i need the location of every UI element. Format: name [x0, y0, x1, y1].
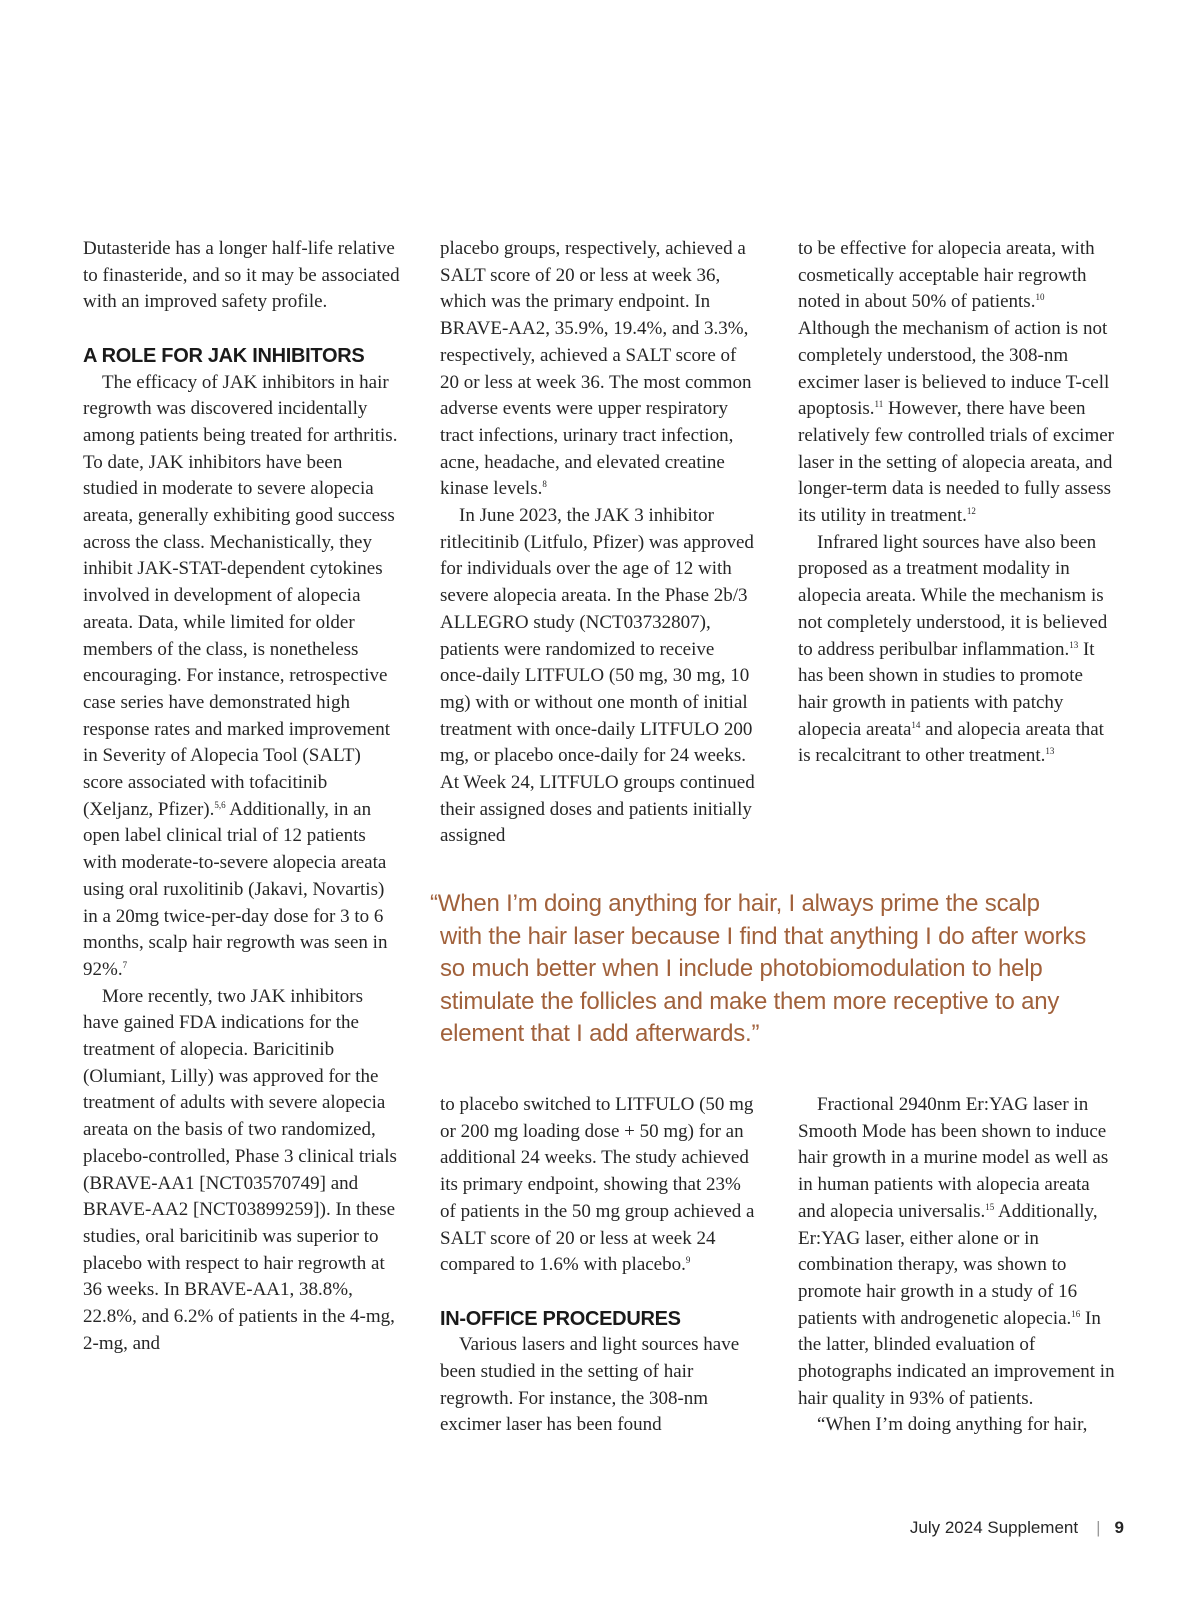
paragraph-text: placebo groups, respectively, achieved a SALT score of 20 or less at week 36, which was the primary endpoint. In BRAVE-AA2, 35.9%, 19.4%, and 3.3%, respectively, achieved a SALT score of 20 or less at week 36. The most common adverse events were upper respiratory tract infections, urinary tract infection, acne, headache, and elevated creatine kinase levels. [440, 238, 752, 500]
column-3-bottom [798, 1092, 1116, 1439]
column-2-top [440, 236, 758, 850]
reference-marker: 14 [911, 719, 921, 730]
paragraph-text: However, there have been relatively few controlled trials of excimer laser in the setting of alopecia areata, and longer-term data is needed to fully assess its utility in treatment. [798, 398, 1115, 527]
reference-marker: 12 [966, 506, 976, 517]
column-1 [83, 236, 401, 1358]
reference-marker: 13 [1045, 746, 1055, 757]
paragraph [83, 370, 401, 984]
pull-quote-line: so much better when I include photobiomodulation to help [440, 955, 1043, 982]
pull-quote-line: element that I add afterwards.” [440, 1020, 760, 1047]
paragraph [798, 236, 1116, 530]
paragraph-text: Fractional 2940nm Er:YAG laser in Smooth Mode has been shown to induce hair growth in a murine model as well as in human patients with alopecia areata and alopecia universalis. [798, 1094, 1109, 1222]
reference-marker: 10 [1035, 292, 1045, 303]
pull-quote-line: “When I’m doing anything for hair, I always prime the scalp [430, 890, 1040, 917]
page-footer [910, 1518, 1124, 1538]
paragraph-text: In the latter, blinded evaluation of photographs indicated an improvement in hair quality in 93% of patients. [798, 1307, 1115, 1409]
paragraph-text: to be effective for alopecia areata, with cosmetically acceptable hair regrowth noted in about 50% of patients. [798, 238, 1095, 313]
reference-marker: 8 [542, 479, 547, 490]
reference-marker: 15 [985, 1201, 995, 1212]
paragraph [440, 1092, 758, 1279]
column-2-bottom [440, 1092, 758, 1439]
paragraph-text: and alopecia areata that is recalcitrant to other treatment. [798, 718, 1104, 767]
footer-separator: | [1096, 1518, 1101, 1537]
reference-marker: 5,6 [214, 799, 226, 810]
paragraph: In June 2023, the JAK 3 inhibitor ritlecitinib (Litfulo, Pfizer) was approved for individuals over the age of 12 with severe alopecia areata. In the Phase 2b/3 ALLEGRO study (NCT03732807), patients were randomized to receive once-daily LITFULO (50 mg, 30 mg, 10 mg) with or without one month of initial treatment with once-daily LITFULO 200 mg, or placebo once-daily for 24 weeks. At Week 24, LITFULO groups continued their assigned doses and patients initially assigned [440, 505, 755, 847]
column-3-top [798, 236, 1116, 770]
publication-label: July 2024 Supplement [909, 1518, 1079, 1537]
reference-marker: 16 [1071, 1308, 1081, 1319]
reference-marker: 7 [122, 959, 128, 970]
section-heading-in-office-procedures: IN-OFFICE PROCEDURES [440, 1307, 681, 1330]
paragraph [440, 236, 758, 503]
paragraph-text: Although the mechanism of action is not completely understood, the 308-nm excimer laser is believed to induce T-cell apoptosis. [798, 318, 1110, 420]
paragraph-text: Additionally, in an open label clinical trial of 12 patients with moderate-to-severe alopecia areata using oral ruxolitinib (Jakavi, Novartis) in a 20mg twice-per-day dose for 3 to 6 months, scalp hair regrowth was seen in 92%. [83, 798, 388, 980]
paragraph-text: to placebo switched to LITFULO (50 mg or 200 mg loading dose + 50 mg) for an additional 24 weeks. The study achieved its primary endpoint, showing that 23% of patients in the 50 mg group achieved a SALT score of 20 or less at week 24 compared to 1.6% with placebo. [440, 1094, 755, 1276]
reference-marker: 11 [874, 399, 884, 410]
paragraph-text: Infrared light sources have also been proposed as a treatment modality in alopecia areata. While the mechanism is not completely understood, it is believed to address peribulbar inflammation. [798, 531, 1108, 660]
pull-quote-line: stimulate the follicles and make them more receptive to any [440, 987, 1060, 1015]
section-heading-jak-inhibitors: A ROLE FOR JAK INHIBITORS [83, 344, 365, 367]
paragraph-text: The efficacy of JAK inhibitors in hair regrowth was discovered incidentally among patients being treated for arthritis. To date, JAK inhibitors have been studied in moderate to severe alopecia areata, generally exhibiting good success across the class. Mechanistically, they inhibit JAK-STAT-dependent cytokines involved in development of alopecia areata. Data, while limited for older members of the class, is nonetheless encouraging. For instance, retrospective case series have demonstrated high response rates and marked improvement in Severity of Alopecia Tool (SALT) score associated with tofacitinib (Xeljanz, Pfizer). [83, 371, 398, 820]
pull-quote [430, 888, 1120, 1051]
paragraph-text: It has been shown in studies to promote hair growth in patients with patchy alopecia areata [798, 638, 1095, 740]
paragraph [798, 530, 1116, 770]
pull-quote-line: with the hair laser because I find that anything I do after works [440, 922, 1087, 950]
paragraph: More recently, two JAK inhibitors have gained FDA indications for the treatment of alopecia. Baricitinib (Olumiant, Lilly) was approved for the treatment of adults with severe alopecia areata on the basis of two randomized, placebo-controlled, Phase 3 clinical trials (BRAVE-AA1 [NCT03570749] and BRAVE-AA2 [NCT03899259]). In these studies, oral baricitinib was superior to placebo with respect to hair regrowth at 36 weeks. In BRAVE-AA1, 38.8%, 22.8%, and 6.2% of patients in the 4-mg, 2-mg, and [83, 985, 397, 1354]
page-number: 9 [1114, 1518, 1124, 1537]
paragraph: Dutasteride has a longer half-life relative to finasteride, and so it may be associated with an improved safety profile. [83, 238, 400, 313]
paragraph-text: Additionally, Er:YAG laser, either alone or in combination therapy, was shown to promote hair growth in a study of 16 patients with androgenetic alopecia. [798, 1200, 1098, 1329]
reference-marker: 9 [685, 1255, 691, 1266]
reference-marker: 13 [1069, 639, 1079, 650]
paragraph: “When I’m doing anything for hair, [817, 1414, 1088, 1436]
paragraph [798, 1092, 1116, 1412]
paragraph: Various lasers and light sources have been studied in the setting of hair regrowth. For instance, the 308-nm excimer laser has been found [440, 1334, 740, 1436]
